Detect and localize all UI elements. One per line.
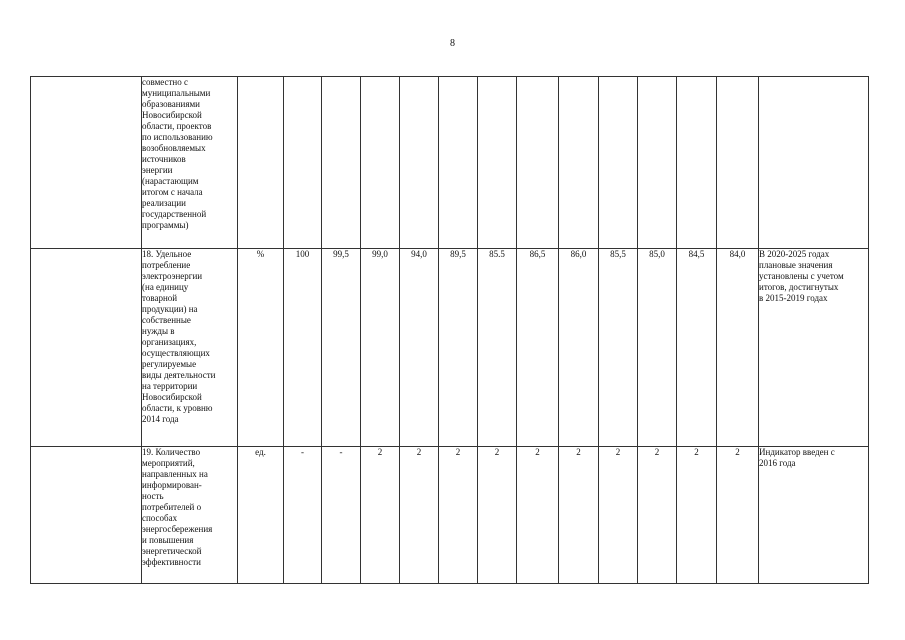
value-cell: - (322, 447, 361, 584)
value-cell (322, 77, 361, 249)
indicator-name: совместно с муниципальными образованиями Новосибирской области, проектов по использованию возобновляемых источников энергии (нарастающим итогом с начала реализации государственной программы) (142, 77, 238, 249)
value-cell (599, 77, 638, 249)
value-cell: 86,0 (559, 249, 599, 447)
value-cell (361, 77, 400, 249)
value-cell: 89,5 (439, 249, 478, 447)
value-cell (439, 77, 478, 249)
value-cell: 2 (400, 447, 439, 584)
value-cell: 85,5 (599, 249, 638, 447)
value-cell: 85.5 (478, 249, 517, 447)
value-cell: 2 (439, 447, 478, 584)
note-cell (759, 77, 869, 249)
value-cell (478, 77, 517, 249)
value-cell: 2 (517, 447, 559, 584)
value-cell (677, 77, 717, 249)
table-row (31, 77, 869, 249)
value-cell: 99,0 (361, 249, 400, 447)
unit-cell: ед. (238, 447, 284, 584)
value-cell (284, 77, 322, 249)
indicators-table (30, 76, 869, 584)
value-cell: 86,5 (517, 249, 559, 447)
page-number: 8 (450, 38, 455, 49)
indicator-name: 18. Удельное потребление электроэнергии (на единицу товарной продукции) на собственные нужды в организациях, осуществляющих регулируемые виды деятельности на территории Новосибирской области, к уровню 2014 года (142, 249, 238, 447)
value-cell: 100 (284, 249, 322, 447)
value-cell (559, 77, 599, 249)
value-cell: 2 (559, 447, 599, 584)
value-cell (400, 77, 439, 249)
note-cell: В 2020-2025 годах плановые значения установлены с учетом итогов, достигнутых в 2015-2019 годах (759, 249, 869, 447)
unit-cell: % (238, 249, 284, 447)
table-row (31, 249, 869, 447)
indicator-name: 19. Количество мероприятий, направленных на информирован- ность потребителей о способах энергосбережения и повышения энергетической эффективности (142, 447, 238, 584)
value-cell: 2 (478, 447, 517, 584)
row-blank-cell (31, 77, 142, 249)
value-cell: - (284, 447, 322, 584)
value-cell: 2 (599, 447, 638, 584)
value-cell: 2 (717, 447, 759, 584)
value-cell: 2 (677, 447, 717, 584)
value-cell (638, 77, 677, 249)
value-cell (717, 77, 759, 249)
value-cell: 94,0 (400, 249, 439, 447)
table-row (31, 447, 869, 584)
value-cell: 2 (638, 447, 677, 584)
value-cell: 84,0 (717, 249, 759, 447)
value-cell: 99,5 (322, 249, 361, 447)
value-cell: 2 (361, 447, 400, 584)
row-blank-cell (31, 249, 142, 447)
row-blank-cell (31, 447, 142, 584)
value-cell: 85,0 (638, 249, 677, 447)
note-cell: Индикатор введен с 2016 года (759, 447, 869, 584)
value-cell: 84,5 (677, 249, 717, 447)
value-cell (517, 77, 559, 249)
unit-cell (238, 77, 284, 249)
